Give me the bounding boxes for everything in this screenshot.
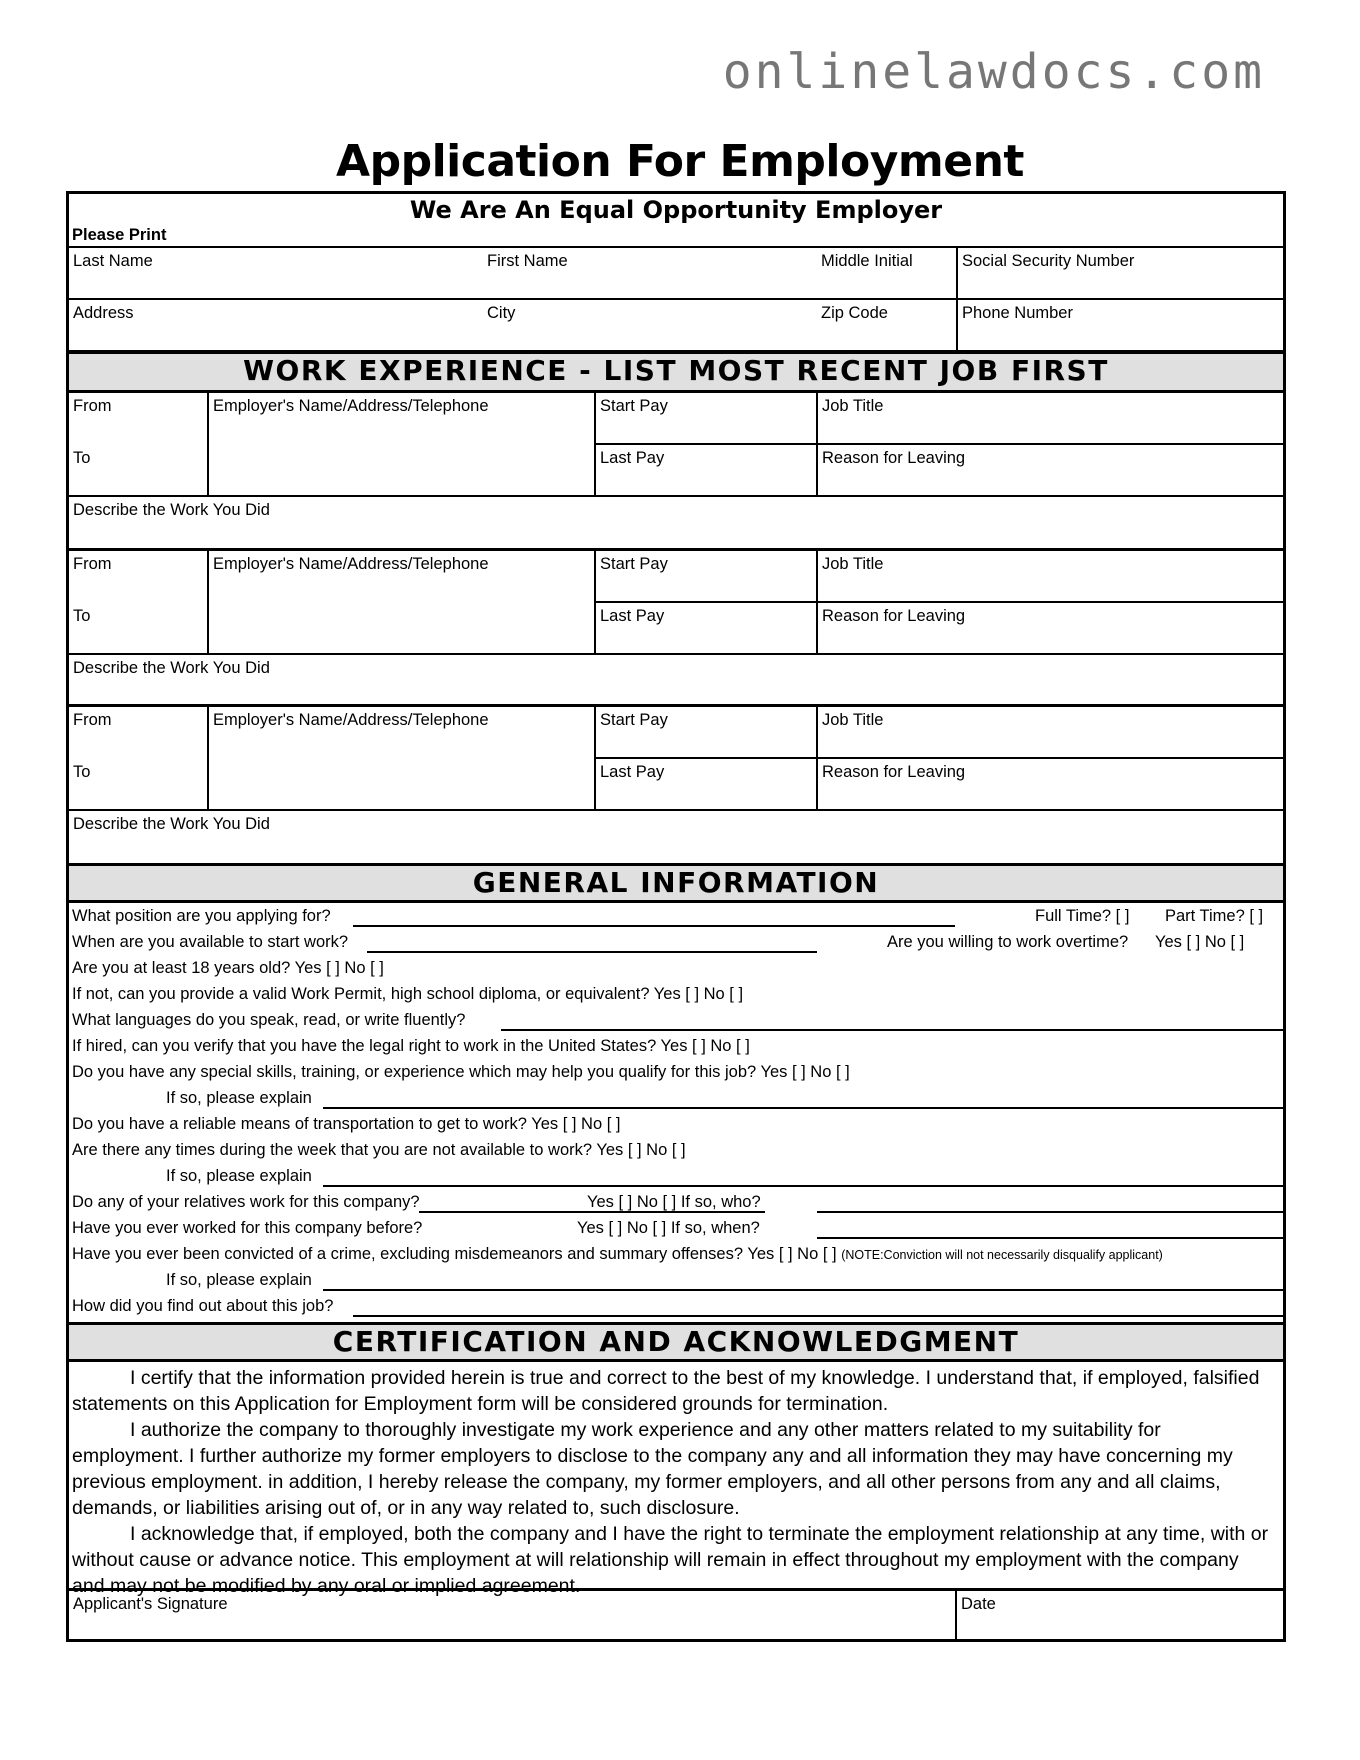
from-label: From	[73, 397, 112, 415]
find-out-input[interactable]	[353, 1315, 1283, 1317]
job-title-label: Job Title	[822, 555, 884, 573]
part-time-option[interactable]: Part Time? [ ]	[1165, 907, 1264, 925]
conviction-question[interactable]	[72, 1242, 1163, 1268]
job-1-main	[69, 393, 1283, 497]
conviction-note: (NOTE:Conviction will not necessarily disqualify applicant)	[841, 1248, 1163, 1262]
reason-label: Reason for Leaving	[822, 449, 966, 467]
reason-label: Reason for Leaving	[822, 763, 966, 781]
age-question[interactable]: Are you at least 18 years old? Yes [ ] No [ ]	[72, 959, 384, 977]
certification-header: CERTIFICATION AND ACKNOWLEDGMENT	[69, 1322, 1283, 1362]
address-field[interactable]	[69, 300, 439, 350]
job-2-describe-field[interactable]	[69, 655, 1283, 707]
personal-row-address	[69, 300, 1283, 352]
skills-explain-label: If so, please explain	[166, 1089, 312, 1107]
start-work-question: When are you available to start work?	[72, 933, 349, 951]
worked-before-question: Have you ever worked for this company before?	[72, 1219, 423, 1237]
job-3-title-reason	[816, 707, 1283, 809]
job-3-main	[69, 707, 1283, 811]
describe-label: Describe the Work You Did	[73, 501, 270, 519]
city-field[interactable]	[483, 300, 813, 350]
times-explain-label: If so, please explain	[166, 1167, 312, 1185]
start-work-input[interactable]	[367, 951, 817, 953]
last-pay-label: Last Pay	[600, 449, 665, 467]
personal-row-name	[69, 246, 1283, 300]
employer-label: Employer's Name/Address/Telephone	[213, 397, 489, 415]
position-question: What position are you applying for?	[72, 907, 331, 925]
please-print-label: Please Print	[72, 226, 167, 244]
worked-when-input[interactable]	[817, 1237, 1283, 1239]
job-1-title-reason	[816, 393, 1283, 495]
start-pay-label: Start Pay	[600, 711, 668, 729]
full-time-option[interactable]: Full Time? [ ]	[1035, 907, 1130, 925]
relatives-who-input[interactable]	[817, 1211, 1283, 1213]
job-title-label: Job Title	[822, 397, 884, 415]
certification-paragraph-2: I authorize the company to thoroughly investigate my work experience and any other matters related to my suitability for employment. I further authorize my former employers to disclose to the company any and all information they may have concerning my previous employment. in addition, I hereby release the company, my former employers, and all other persons from any and all claims, demands, or liabilities arising out of, or in any way related to, such disclosure.	[72, 1419, 1233, 1519]
reason-label: Reason for Leaving	[822, 607, 966, 625]
describe-label: Describe the Work You Did	[73, 659, 270, 677]
job-2-title-reason	[816, 551, 1283, 653]
conviction-text: Have you ever been convicted of a crime, excluding misdemeanors and summary offenses? Yes [ ] No [ ]	[72, 1245, 837, 1263]
skills-question[interactable]: Do you have any special skills, training, or experience which may help you qualify for this job? Yes [ ] No [ ]	[72, 1063, 850, 1081]
transportation-question[interactable]: Do you have a reliable means of transportation to get to work? Yes [ ] No [ ]	[72, 1115, 621, 1133]
job-2-dates	[69, 551, 207, 653]
times-explain-input[interactable]	[323, 1185, 1283, 1187]
relatives-options[interactable]: Yes [ ] No [ ] If so, who?	[587, 1193, 761, 1211]
certification-text	[72, 1365, 1275, 1599]
job-3-dates	[69, 707, 207, 809]
job-2-main	[69, 551, 1283, 655]
ssn-field[interactable]	[956, 248, 1283, 298]
overtime-question: Are you willing to work overtime?	[887, 933, 1129, 951]
find-out-question: How did you find out about this job?	[72, 1297, 334, 1315]
city-label: City	[487, 304, 516, 322]
job-1-describe-field[interactable]	[69, 497, 1283, 551]
watermark: onlinelawdocs.com	[722, 44, 1265, 100]
work-experience-header: WORK EXPERIENCE - LIST MOST RECENT JOB FIRST	[69, 351, 1283, 393]
from-label: From	[73, 711, 112, 729]
describe-label: Describe the Work You Did	[73, 815, 270, 833]
job-2-employer-field[interactable]	[207, 551, 594, 653]
job-block-1	[69, 393, 1283, 551]
certification-paragraph-3: I acknowledge that, if employed, both the company and I have the right to terminate the employment relationship at any time, with or without cause or advance notice. This employment at will relationship will remain in effect throughout my employment with the company and may not be modified by any oral or implied agreement.	[72, 1523, 1269, 1597]
general-information-header: GENERAL INFORMATION	[69, 863, 1283, 903]
last-pay-label: Last Pay	[600, 607, 665, 625]
to-label: To	[73, 763, 91, 781]
job-3-pay	[594, 707, 816, 809]
page-title: Application For Employment	[336, 136, 1024, 187]
worked-before-options[interactable]: Yes [ ] No [ ] If so, when?	[577, 1219, 760, 1237]
languages-question: What languages do you speak, read, or write fluently?	[72, 1011, 466, 1029]
first-name-label: First Name	[487, 252, 568, 270]
middle-initial-label: Middle Initial	[821, 252, 913, 270]
start-pay-label: Start Pay	[600, 397, 668, 415]
job-2-pay	[594, 551, 816, 653]
date-field[interactable]	[955, 1591, 1283, 1642]
signature-field[interactable]	[69, 1591, 955, 1642]
permit-question[interactable]: If not, can you provide a valid Work Permit, high school diploma, or equivalent? Yes [ ] No [ ]	[72, 985, 744, 1003]
job-1-employer-field[interactable]	[207, 393, 594, 495]
address-label: Address	[73, 304, 134, 322]
job-block-3	[69, 707, 1283, 863]
application-form	[66, 191, 1286, 1642]
signature-row	[69, 1588, 1283, 1642]
phone-field[interactable]	[956, 300, 1283, 350]
job-block-2	[69, 551, 1283, 707]
signature-label: Applicant's Signature	[73, 1595, 228, 1613]
job-3-describe-field[interactable]	[69, 811, 1283, 863]
job-3-employer-field[interactable]	[207, 707, 594, 809]
start-pay-label: Start Pay	[600, 555, 668, 573]
last-name-label: Last Name	[73, 252, 153, 270]
last-name-field[interactable]	[69, 248, 439, 298]
relatives-question: Do any of your relatives work for this company?	[72, 1193, 420, 1211]
to-label: To	[73, 607, 91, 625]
languages-input[interactable]	[501, 1029, 1283, 1031]
date-label: Date	[961, 1595, 996, 1613]
to-label: To	[73, 449, 91, 467]
unavailable-times-question[interactable]: Are there any times during the week that you are not available to work? Yes [ ] No [ ]	[72, 1141, 686, 1159]
legal-right-question[interactable]: If hired, can you verify that you have the legal right to work in the United States? Yes [ ] No [ ]	[72, 1037, 750, 1055]
job-1-pay	[594, 393, 816, 495]
zip-field[interactable]	[817, 300, 951, 350]
employer-label: Employer's Name/Address/Telephone	[213, 555, 489, 573]
last-pay-label: Last Pay	[600, 763, 665, 781]
phone-label: Phone Number	[962, 304, 1073, 322]
skills-explain-input[interactable]	[323, 1107, 1283, 1109]
first-name-field[interactable]	[483, 248, 813, 298]
middle-initial-field[interactable]	[817, 248, 951, 298]
zip-label: Zip Code	[821, 304, 888, 322]
conviction-explain-label: If so, please explain	[166, 1271, 312, 1289]
employer-label: Employer's Name/Address/Telephone	[213, 711, 489, 729]
equal-opportunity-subtitle: We Are An Equal Opportunity Employer	[409, 196, 943, 224]
ssn-label: Social Security Number	[962, 252, 1135, 270]
certification-paragraph-1: I certify that the information provided herein is true and correct to the best of my knowledge. I understand that, if employed, falsified statements on this Application for Employment form will be considered grounds for termination.	[72, 1367, 1260, 1415]
job-1-dates	[69, 393, 207, 495]
position-input[interactable]	[353, 925, 955, 927]
overtime-options[interactable]: Yes [ ] No [ ]	[1155, 933, 1245, 951]
conviction-explain-input[interactable]	[323, 1289, 1283, 1291]
from-label: From	[73, 555, 112, 573]
job-title-label: Job Title	[822, 711, 884, 729]
